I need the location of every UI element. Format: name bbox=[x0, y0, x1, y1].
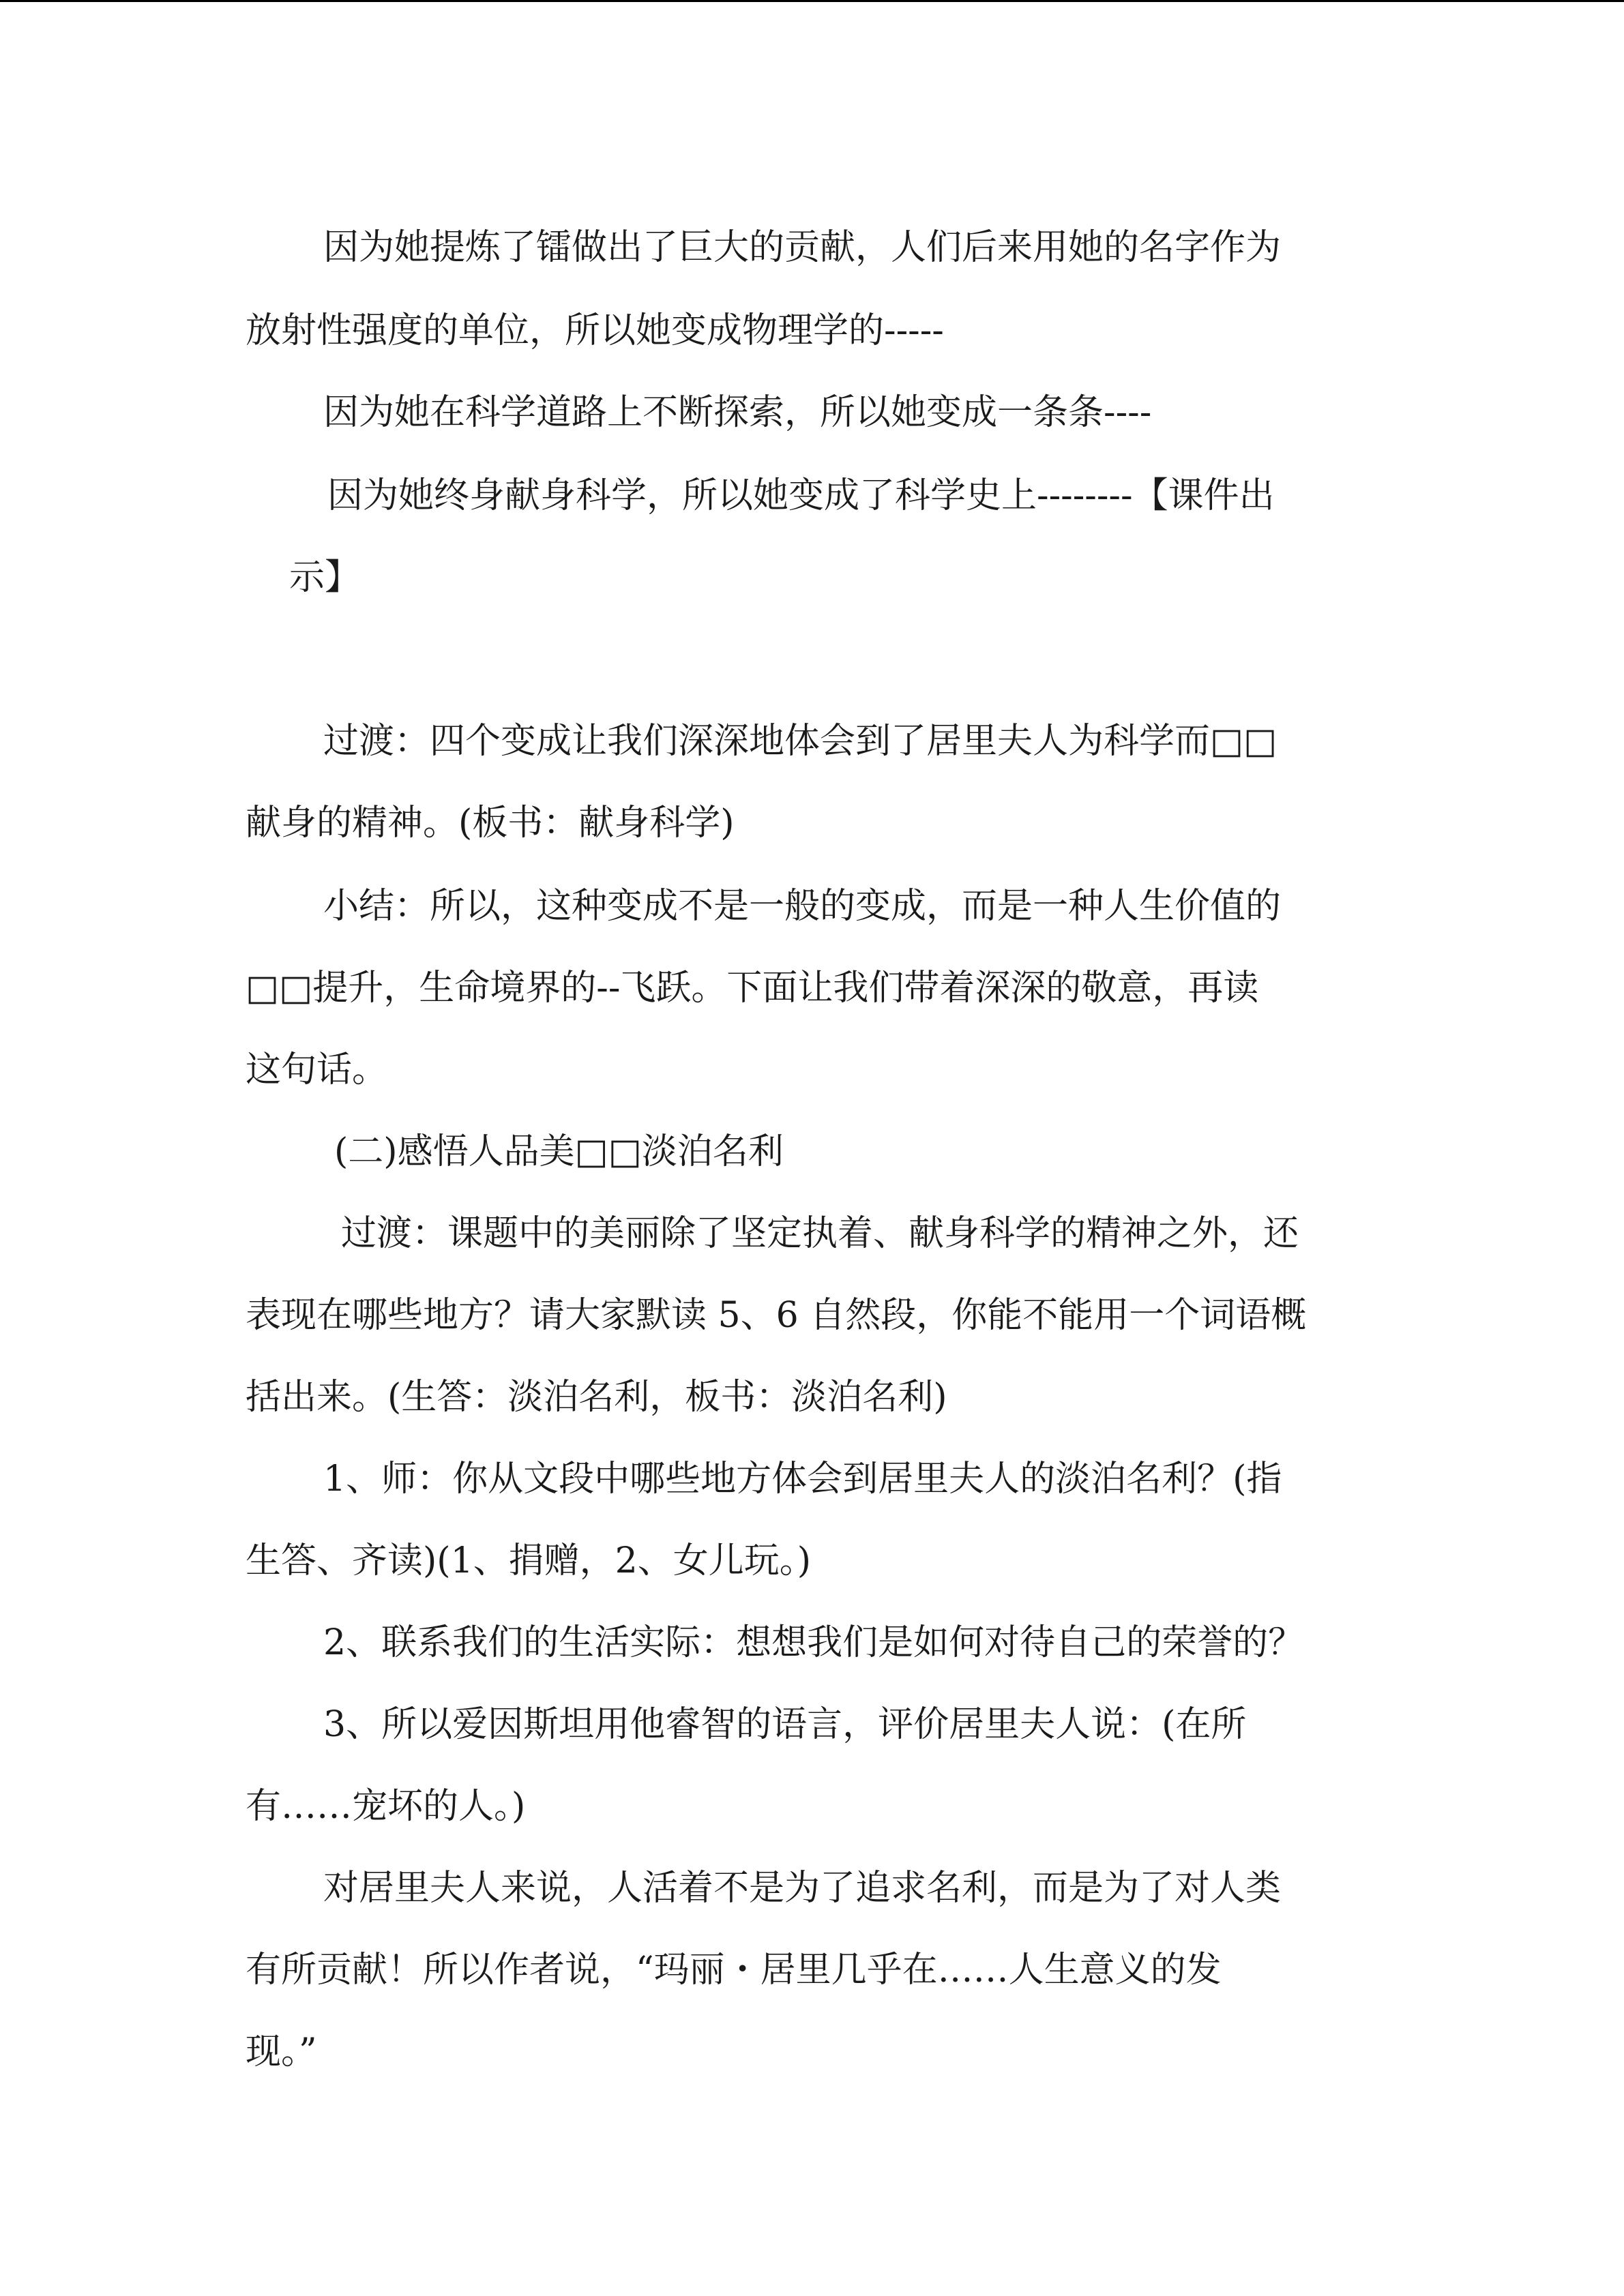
text-line: 对居里夫人来说，人活着不是为了追求名利，而是为了对人类 bbox=[323, 1868, 1282, 1909]
page-top-border bbox=[0, 0, 1624, 2]
text-line: 过渡：课题中的美丽除了坚定执着、献身科学的精神之外，还 bbox=[341, 1213, 1299, 1254]
text-line: 示】 bbox=[289, 557, 361, 598]
text-line: 放射性强度的单位，所以她变成物理学的----- bbox=[246, 310, 944, 351]
text-line: 有……宠坏的人。) bbox=[246, 1786, 526, 1827]
text-line: 生答、齐读)(1、捐赠，2、女儿玩。) bbox=[246, 1540, 812, 1581]
section-heading: (二)感悟人品美□□淡泊名利 bbox=[334, 1131, 784, 1172]
text-line: 有所贡献！所以作者说，“玛丽・居里几乎在……人生意义的发 bbox=[246, 1950, 1222, 1991]
text-line: 因为她终身献身科学，所以她变成了科学史上--------【课件出 bbox=[327, 475, 1275, 516]
text-line: 献身的精神。(板书：献身科学) bbox=[246, 803, 735, 844]
text-line: 小结：所以，这种变成不是一般的变成，而是一种人生价值的 bbox=[323, 886, 1282, 927]
text-line: 2、联系我们的生活实际：想想我们是如何对待自己的荣誉的？ bbox=[323, 1622, 1304, 1663]
text-line: □□提升，生命境界的--飞跃。下面让我们带着深深的敬意，再读 bbox=[246, 968, 1259, 1009]
text-line: 因为她在科学道路上不断探索，所以她变成一条条---- bbox=[323, 392, 1152, 433]
text-line: 1、师：你从文段中哪些地方体会到居里夫人的淡泊名利？(指 bbox=[323, 1459, 1282, 1500]
text-line: 现。” bbox=[246, 2031, 317, 2072]
text-line: 这句话。 bbox=[246, 1049, 388, 1090]
text-line: 表现在哪些地方？请大家默读 5、6 自然段，你能不能用一个词语概 bbox=[246, 1295, 1307, 1336]
text-line: 因为她提炼了镭做出了巨大的贡献，人们后来用她的名字作为 bbox=[323, 227, 1282, 268]
text-line: 过渡：四个变成让我们深深地体会到了居里夫人为科学而□□ bbox=[323, 721, 1278, 762]
text-line: 括出来。(生答：淡泊名利，板书：淡泊名利) bbox=[246, 1377, 947, 1418]
text-line: 3、所以爱因斯坦用他睿智的语言，评价居里夫人说：(在所 bbox=[323, 1704, 1247, 1745]
